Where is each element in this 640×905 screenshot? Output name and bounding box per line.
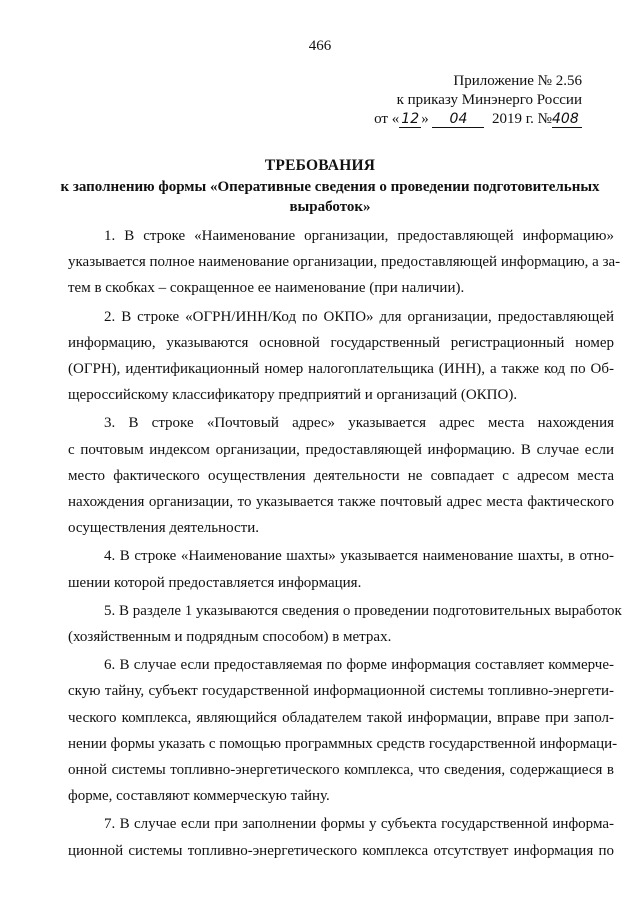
document-body xyxy=(68,223,622,866)
paragraph-4 xyxy=(68,543,614,595)
handwritten-order-number: 408 xyxy=(552,112,582,128)
appendix-order-ref: к приказу Минэнерго России xyxy=(396,92,582,108)
text-line: ческого комплекса, являющийся обладателем такой информации, вправе при запол- xyxy=(68,709,614,726)
date-mid: » xyxy=(421,111,429,127)
text-line: 6. В случае если предоставляемая по форме информация составляет коммерче- xyxy=(104,657,614,674)
text-line: скую тайну, субъект государственной информационной системы топливно-энергети- xyxy=(68,683,614,700)
text-line: 3. В строке «Почтовый адрес» указывается адрес места нахождения xyxy=(104,415,614,432)
text-line: (хозяйственным и подрядным способом) в метрах. xyxy=(68,629,392,646)
paragraph-5 xyxy=(68,598,622,650)
text-line: шении которой предоставляется информация. xyxy=(68,574,362,591)
text-line: нении формы указать с помощью программных средств государственной информаци- xyxy=(68,735,618,752)
text-line: (ОГРН), идентификационный номер налогоплательщика (ИНН), а также код по Об- xyxy=(68,361,614,378)
handwritten-day: 12 xyxy=(399,112,421,128)
subtitle-line: к заполнению формы «Оперативные сведения о проведении подготовительных xyxy=(60,179,600,195)
text-line: 7. В случае если при заполнении формы у субъекта государственной информа- xyxy=(104,816,614,833)
text-line: онной системы топливно-энергетического комплекса, что сведения, содержащиеся в xyxy=(68,762,614,779)
paragraph-1 xyxy=(68,223,621,302)
document-subtitle xyxy=(60,177,600,217)
paragraph-3 xyxy=(68,410,614,541)
text-line: форме, составляют коммерческую тайну. xyxy=(68,788,330,805)
text-line: 1. В строке «Наименование организации, предоставляющей информацию» xyxy=(104,228,614,244)
text-line: 2. В строке «ОГРН/ИНН/Код по ОКПО» для организации, предоставляющей xyxy=(104,308,614,325)
text-line: с почтовым индексом организации, предоставляющей информацию. В случае если xyxy=(68,441,614,458)
text-line: щероссийскому классификатору предприятий и организаций (ОКПО). xyxy=(68,387,518,404)
text-line: осуществления деятельности. xyxy=(68,520,259,537)
paragraph-6 xyxy=(68,652,618,809)
paragraph-2 xyxy=(68,304,614,409)
page-number: 466 xyxy=(308,38,332,54)
text-line: тем в скобках – сокращенное ее наименование (при наличии). xyxy=(68,280,465,297)
appendix-date-line xyxy=(374,110,582,129)
text-line: указывается полное наименование организации, предоставляющей информацию, а за- xyxy=(68,254,621,271)
text-line: нахождения организации, то указывается также почтовый адрес места фактического xyxy=(68,494,614,511)
text-line: ционной системы топливно-энергетического комплекса отсутствует информация по xyxy=(68,842,614,859)
document-title: ТРЕБОВАНИЯ xyxy=(264,157,376,174)
text-line: 5. В разделе 1 указываются сведения о проведении подготовительных выработок xyxy=(104,602,622,619)
handwritten-month: 04 xyxy=(432,112,484,128)
paragraph-7 xyxy=(68,811,614,863)
date-year: 2019 г. № xyxy=(491,111,552,127)
text-line: 4. В строке «Наименование шахты» указывается наименование шахты, в отно- xyxy=(104,548,614,565)
appendix-title: Приложение № 2.56 xyxy=(453,73,582,89)
text-line: место фактического осуществления деятельности не совпадает с адресом места xyxy=(68,467,614,484)
text-line: информацию, указываются основной государственный регистрационный номер xyxy=(68,334,614,351)
appendix-header xyxy=(374,72,582,129)
subtitle-line: выработок» xyxy=(289,199,371,215)
date-prefix: от « xyxy=(374,111,400,127)
